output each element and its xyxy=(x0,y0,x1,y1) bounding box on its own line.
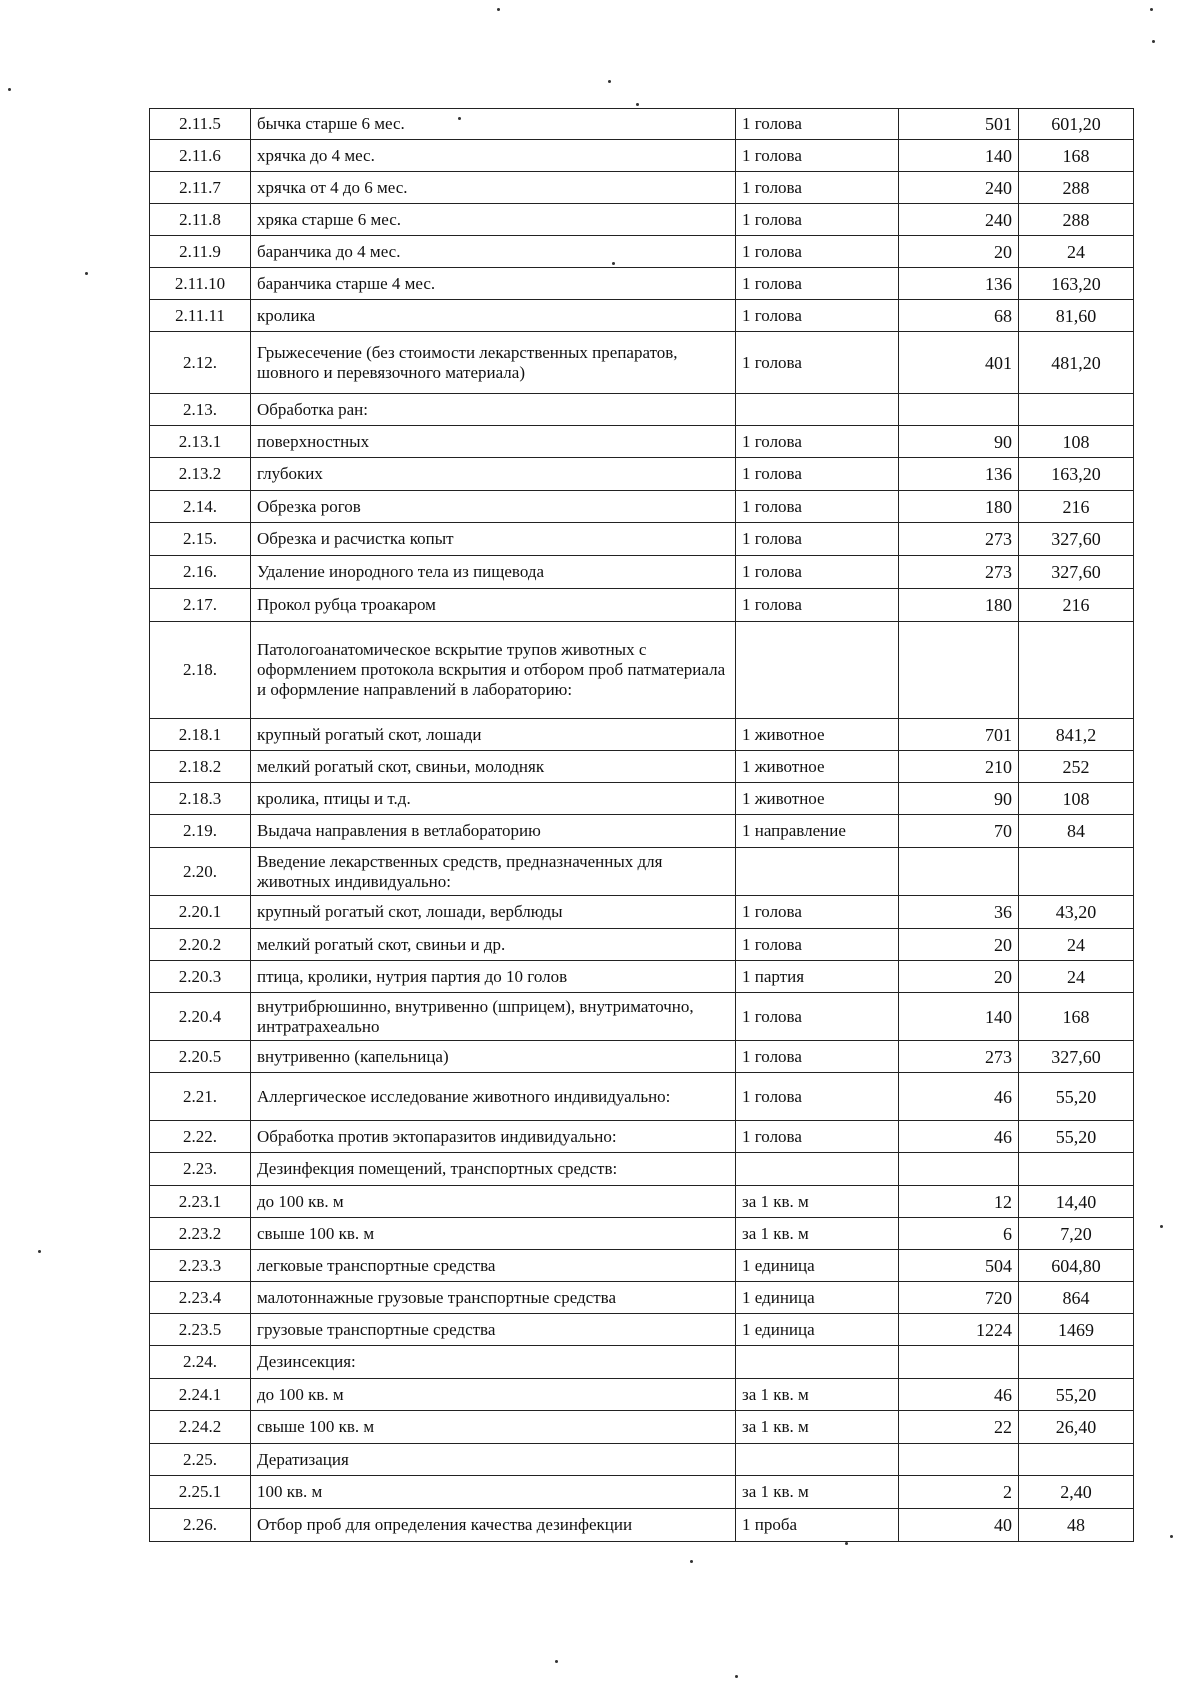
row-number: 2.23.4 xyxy=(150,1282,251,1314)
row-number: 2.20. xyxy=(150,848,251,896)
price-table-body xyxy=(150,109,1134,1542)
row-number: 2.23.2 xyxy=(150,1218,251,1250)
row-price-without-vat: 136 xyxy=(899,268,1019,300)
row-price-without-vat xyxy=(899,622,1019,719)
scan-speck xyxy=(608,80,611,83)
row-price-without-vat: 401 xyxy=(899,332,1019,394)
row-price-with-vat: 864 xyxy=(1019,1282,1134,1314)
row-unit: за 1 кв. м xyxy=(736,1218,899,1250)
row-price-without-vat: 273 xyxy=(899,556,1019,589)
row-number: 2.14. xyxy=(150,491,251,523)
table-row xyxy=(150,848,1134,896)
row-price-without-vat: 180 xyxy=(899,491,1019,523)
row-unit: 1 голова xyxy=(736,1073,899,1121)
scan-speck xyxy=(85,272,88,275)
row-price-with-vat: 55,20 xyxy=(1019,1073,1134,1121)
row-price-without-vat: 240 xyxy=(899,172,1019,204)
row-unit xyxy=(736,848,899,896)
row-number: 2.11.10 xyxy=(150,268,251,300)
table-row xyxy=(150,896,1134,929)
row-number: 2.23.1 xyxy=(150,1186,251,1218)
table-row xyxy=(150,1073,1134,1121)
row-unit: 1 голова xyxy=(736,236,899,268)
scan-speck xyxy=(458,117,461,120)
row-number: 2.13. xyxy=(150,394,251,426)
row-service-name: легковые транспортные средства xyxy=(251,1250,736,1282)
table-row xyxy=(150,426,1134,458)
table-row xyxy=(150,815,1134,848)
row-service-name: Дератизация xyxy=(251,1444,736,1476)
table-row xyxy=(150,929,1134,961)
row-service-name: хрячка до 4 мес. xyxy=(251,140,736,172)
row-number: 2.20.1 xyxy=(150,896,251,929)
scan-speck xyxy=(555,1660,558,1663)
row-unit: 1 голова xyxy=(736,172,899,204)
row-price-without-vat xyxy=(899,394,1019,426)
row-price-with-vat: 327,60 xyxy=(1019,1041,1134,1073)
row-price-with-vat: 7,20 xyxy=(1019,1218,1134,1250)
row-unit: 1 животное xyxy=(736,751,899,783)
row-price-without-vat xyxy=(899,848,1019,896)
row-price-with-vat xyxy=(1019,1153,1134,1186)
row-number: 2.26. xyxy=(150,1509,251,1542)
row-service-name: Удаление инородного тела из пищевода xyxy=(251,556,736,589)
row-number: 2.20.2 xyxy=(150,929,251,961)
row-number: 2.24. xyxy=(150,1346,251,1379)
table-row xyxy=(150,1379,1134,1411)
row-unit: 1 проба xyxy=(736,1509,899,1542)
row-service-name: птица, кролики, нутрия партия до 10 голов xyxy=(251,961,736,993)
table-row xyxy=(150,589,1134,622)
table-row xyxy=(150,556,1134,589)
row-unit: 1 голова xyxy=(736,993,899,1041)
row-price-without-vat: 501 xyxy=(899,109,1019,140)
table-row xyxy=(150,268,1134,300)
row-service-name: поверхностных xyxy=(251,426,736,458)
row-price-without-vat: 46 xyxy=(899,1379,1019,1411)
row-service-name: крупный рогатый скот, лошади, верблюды xyxy=(251,896,736,929)
table-row xyxy=(150,1444,1134,1476)
row-service-name: баранчика старше 4 мес. xyxy=(251,268,736,300)
row-price-with-vat: 84 xyxy=(1019,815,1134,848)
row-service-name: бычка старше 6 мес. xyxy=(251,109,736,140)
row-unit: за 1 кв. м xyxy=(736,1411,899,1444)
row-unit: за 1 кв. м xyxy=(736,1379,899,1411)
row-price-with-vat: 841,2 xyxy=(1019,719,1134,751)
row-service-name: глубоких xyxy=(251,458,736,491)
row-number: 2.20.3 xyxy=(150,961,251,993)
row-price-with-vat: 168 xyxy=(1019,140,1134,172)
scan-speck xyxy=(1150,8,1153,11)
row-number: 2.21. xyxy=(150,1073,251,1121)
row-price-with-vat: 24 xyxy=(1019,961,1134,993)
row-service-name: свыше 100 кв. м xyxy=(251,1411,736,1444)
row-unit xyxy=(736,1346,899,1379)
row-unit: 1 партия xyxy=(736,961,899,993)
row-price-without-vat: 136 xyxy=(899,458,1019,491)
scan-speck xyxy=(845,1542,848,1545)
row-number: 2.11.11 xyxy=(150,300,251,332)
row-service-name: Выдача направления в ветлабораторию xyxy=(251,815,736,848)
row-service-name: Обрезка и расчистка копыт xyxy=(251,523,736,556)
row-service-name: Патологоанатомическое вскрытие трупов животных с оформлением протокола вскрытия и отбором проб патматериала и оформление направлений в лабораторию: xyxy=(251,622,736,719)
row-service-name: до 100 кв. м xyxy=(251,1379,736,1411)
row-price-with-vat: 601,20 xyxy=(1019,109,1134,140)
row-unit: 1 голова xyxy=(736,268,899,300)
scan-speck xyxy=(1152,40,1155,43)
row-price-without-vat: 180 xyxy=(899,589,1019,622)
row-price-with-vat: 81,60 xyxy=(1019,300,1134,332)
row-unit: 1 голова xyxy=(736,426,899,458)
row-number: 2.18.1 xyxy=(150,719,251,751)
table-row xyxy=(150,300,1134,332)
row-service-name: Дезинфекция помещений, транспортных средств: xyxy=(251,1153,736,1186)
row-price-with-vat: 26,40 xyxy=(1019,1411,1134,1444)
row-price-with-vat: 163,20 xyxy=(1019,458,1134,491)
table-row xyxy=(150,783,1134,815)
row-number: 2.16. xyxy=(150,556,251,589)
table-row xyxy=(150,961,1134,993)
row-price-without-vat: 273 xyxy=(899,1041,1019,1073)
row-service-name: Аллергическое исследование животного индивидуально: xyxy=(251,1073,736,1121)
row-price-with-vat: 288 xyxy=(1019,172,1134,204)
row-price-with-vat: 216 xyxy=(1019,589,1134,622)
row-unit xyxy=(736,394,899,426)
row-unit: 1 голова xyxy=(736,523,899,556)
row-service-name: свыше 100 кв. м xyxy=(251,1218,736,1250)
row-price-with-vat: 327,60 xyxy=(1019,523,1134,556)
row-unit: 1 направление xyxy=(736,815,899,848)
row-service-name: Прокол рубца троакаром xyxy=(251,589,736,622)
scan-speck xyxy=(636,103,639,106)
row-service-name: Грыжесечение (без стоимости лекарственных препаратов, шовного и перевязочного материала) xyxy=(251,332,736,394)
scan-speck xyxy=(1170,1535,1173,1538)
scan-speck xyxy=(8,88,11,91)
row-unit: 1 голова xyxy=(736,332,899,394)
row-service-name: хряка старше 6 мес. xyxy=(251,204,736,236)
row-service-name: внутрибрюшинно, внутривенно (шприцем), внутриматочно, интратрахеально xyxy=(251,993,736,1041)
row-price-with-vat xyxy=(1019,1346,1134,1379)
row-service-name: до 100 кв. м xyxy=(251,1186,736,1218)
row-unit: за 1 кв. м xyxy=(736,1476,899,1509)
row-unit: 1 голова xyxy=(736,491,899,523)
row-service-name: баранчика до 4 мес. xyxy=(251,236,736,268)
table-row xyxy=(150,1041,1134,1073)
row-unit: 1 голова xyxy=(736,1121,899,1153)
row-price-with-vat: 55,20 xyxy=(1019,1379,1134,1411)
row-service-name: 100 кв. м xyxy=(251,1476,736,1509)
row-price-without-vat: 20 xyxy=(899,929,1019,961)
row-number: 2.23.3 xyxy=(150,1250,251,1282)
row-number: 2.24.1 xyxy=(150,1379,251,1411)
row-price-with-vat: 163,20 xyxy=(1019,268,1134,300)
row-price-with-vat: 48 xyxy=(1019,1509,1134,1542)
row-number: 2.11.9 xyxy=(150,236,251,268)
row-unit: 1 единица xyxy=(736,1314,899,1346)
row-price-without-vat: 90 xyxy=(899,783,1019,815)
row-number: 2.13.1 xyxy=(150,426,251,458)
row-price-without-vat xyxy=(899,1153,1019,1186)
row-unit: 1 голова xyxy=(736,300,899,332)
row-unit xyxy=(736,1153,899,1186)
table-row xyxy=(150,523,1134,556)
row-number: 2.11.8 xyxy=(150,204,251,236)
row-service-name: внутривенно (капельница) xyxy=(251,1041,736,1073)
row-price-without-vat: 68 xyxy=(899,300,1019,332)
row-number: 2.20.5 xyxy=(150,1041,251,1073)
table-row xyxy=(150,1218,1134,1250)
table-row xyxy=(150,719,1134,751)
table-row xyxy=(150,332,1134,394)
row-price-without-vat: 12 xyxy=(899,1186,1019,1218)
row-service-name: мелкий рогатый скот, свиньи и др. xyxy=(251,929,736,961)
row-price-with-vat xyxy=(1019,622,1134,719)
row-price-with-vat xyxy=(1019,394,1134,426)
row-price-without-vat: 46 xyxy=(899,1121,1019,1153)
row-number: 2.12. xyxy=(150,332,251,394)
row-number: 2.23.5 xyxy=(150,1314,251,1346)
row-price-without-vat: 46 xyxy=(899,1073,1019,1121)
row-price-with-vat: 216 xyxy=(1019,491,1134,523)
table-row xyxy=(150,622,1134,719)
row-price-with-vat: 481,20 xyxy=(1019,332,1134,394)
row-price-with-vat: 604,80 xyxy=(1019,1250,1134,1282)
table-row xyxy=(150,1509,1134,1542)
row-price-with-vat: 55,20 xyxy=(1019,1121,1134,1153)
row-number: 2.18.3 xyxy=(150,783,251,815)
table-row xyxy=(150,140,1134,172)
price-table xyxy=(149,108,1134,1542)
row-price-without-vat: 1224 xyxy=(899,1314,1019,1346)
row-price-with-vat: 43,20 xyxy=(1019,896,1134,929)
row-unit: 1 животное xyxy=(736,783,899,815)
row-price-without-vat: 90 xyxy=(899,426,1019,458)
row-unit: 1 голова xyxy=(736,896,899,929)
row-number: 2.17. xyxy=(150,589,251,622)
table-row xyxy=(150,751,1134,783)
row-service-name: кролика xyxy=(251,300,736,332)
row-service-name: малотоннажные грузовые транспортные средства xyxy=(251,1282,736,1314)
row-service-name: грузовые транспортные средства xyxy=(251,1314,736,1346)
row-price-without-vat: 720 xyxy=(899,1282,1019,1314)
row-price-without-vat: 20 xyxy=(899,236,1019,268)
table-row xyxy=(150,1476,1134,1509)
row-price-with-vat: 288 xyxy=(1019,204,1134,236)
row-number: 2.11.5 xyxy=(150,109,251,140)
row-price-without-vat: 140 xyxy=(899,993,1019,1041)
row-number: 2.20.4 xyxy=(150,993,251,1041)
table-row xyxy=(150,1282,1134,1314)
row-service-name: кролика, птицы и т.д. xyxy=(251,783,736,815)
row-unit: 1 голова xyxy=(736,1041,899,1073)
row-number: 2.18. xyxy=(150,622,251,719)
row-service-name: Отбор проб для определения качества дезинфекции xyxy=(251,1509,736,1542)
table-row xyxy=(150,1314,1134,1346)
row-unit: 1 единица xyxy=(736,1282,899,1314)
row-price-without-vat: 36 xyxy=(899,896,1019,929)
row-number: 2.13.2 xyxy=(150,458,251,491)
row-price-with-vat: 252 xyxy=(1019,751,1134,783)
table-row xyxy=(150,1121,1134,1153)
row-unit: 1 голова xyxy=(736,458,899,491)
row-number: 2.25.1 xyxy=(150,1476,251,1509)
table-row xyxy=(150,204,1134,236)
table-row xyxy=(150,1153,1134,1186)
row-unit: 1 голова xyxy=(736,109,899,140)
row-price-without-vat: 20 xyxy=(899,961,1019,993)
row-price-with-vat: 108 xyxy=(1019,426,1134,458)
row-service-name: Обрезка рогов xyxy=(251,491,736,523)
scan-speck xyxy=(497,8,500,11)
row-unit: 1 голова xyxy=(736,589,899,622)
row-price-without-vat: 22 xyxy=(899,1411,1019,1444)
row-unit: 1 голова xyxy=(736,140,899,172)
row-number: 2.19. xyxy=(150,815,251,848)
row-price-without-vat: 40 xyxy=(899,1509,1019,1542)
row-price-without-vat: 210 xyxy=(899,751,1019,783)
row-service-name: крупный рогатый скот, лошади xyxy=(251,719,736,751)
row-price-with-vat xyxy=(1019,1444,1134,1476)
row-price-with-vat: 14,40 xyxy=(1019,1186,1134,1218)
row-price-with-vat xyxy=(1019,848,1134,896)
row-price-without-vat: 140 xyxy=(899,140,1019,172)
row-unit: 1 голова xyxy=(736,556,899,589)
row-unit: 1 голова xyxy=(736,929,899,961)
scan-speck xyxy=(735,1675,738,1678)
row-unit: 1 животное xyxy=(736,719,899,751)
row-unit: за 1 кв. м xyxy=(736,1186,899,1218)
row-number: 2.18.2 xyxy=(150,751,251,783)
row-price-without-vat xyxy=(899,1444,1019,1476)
table-row xyxy=(150,109,1134,140)
row-service-name: Обработка ран: xyxy=(251,394,736,426)
table-row xyxy=(150,1411,1134,1444)
row-number: 2.11.6 xyxy=(150,140,251,172)
row-service-name: Введение лекарственных средств, предназначенных для животных индивидуально: xyxy=(251,848,736,896)
scan-speck xyxy=(1160,1225,1163,1228)
row-unit xyxy=(736,1444,899,1476)
table-row xyxy=(150,172,1134,204)
table-row xyxy=(150,1186,1134,1218)
row-price-with-vat: 108 xyxy=(1019,783,1134,815)
row-unit xyxy=(736,622,899,719)
row-unit: 1 единица xyxy=(736,1250,899,1282)
row-price-without-vat: 240 xyxy=(899,204,1019,236)
row-price-with-vat: 24 xyxy=(1019,236,1134,268)
row-unit: 1 голова xyxy=(736,204,899,236)
row-price-with-vat: 168 xyxy=(1019,993,1134,1041)
table-row xyxy=(150,458,1134,491)
table-row xyxy=(150,491,1134,523)
row-number: 2.15. xyxy=(150,523,251,556)
row-number: 2.11.7 xyxy=(150,172,251,204)
row-price-without-vat xyxy=(899,1346,1019,1379)
scan-speck xyxy=(38,1250,41,1253)
row-number: 2.25. xyxy=(150,1444,251,1476)
row-price-with-vat: 24 xyxy=(1019,929,1134,961)
row-number: 2.24.2 xyxy=(150,1411,251,1444)
row-price-without-vat: 504 xyxy=(899,1250,1019,1282)
row-number: 2.23. xyxy=(150,1153,251,1186)
row-price-without-vat: 6 xyxy=(899,1218,1019,1250)
row-price-without-vat: 70 xyxy=(899,815,1019,848)
row-service-name: мелкий рогатый скот, свиньи, молодняк xyxy=(251,751,736,783)
row-price-with-vat: 2,40 xyxy=(1019,1476,1134,1509)
row-price-with-vat: 1469 xyxy=(1019,1314,1134,1346)
row-service-name: Обработка против эктопаразитов индивидуально: xyxy=(251,1121,736,1153)
row-price-without-vat: 701 xyxy=(899,719,1019,751)
row-price-with-vat: 327,60 xyxy=(1019,556,1134,589)
table-row xyxy=(150,1346,1134,1379)
row-price-without-vat: 273 xyxy=(899,523,1019,556)
table-row xyxy=(150,394,1134,426)
row-number: 2.22. xyxy=(150,1121,251,1153)
table-row xyxy=(150,993,1134,1041)
scan-speck xyxy=(690,1560,693,1563)
scan-speck xyxy=(612,262,615,265)
row-service-name: Дезинсекция: xyxy=(251,1346,736,1379)
row-service-name: хрячка от 4 до 6 мес. xyxy=(251,172,736,204)
table-row xyxy=(150,236,1134,268)
row-price-without-vat: 2 xyxy=(899,1476,1019,1509)
table-row xyxy=(150,1250,1134,1282)
